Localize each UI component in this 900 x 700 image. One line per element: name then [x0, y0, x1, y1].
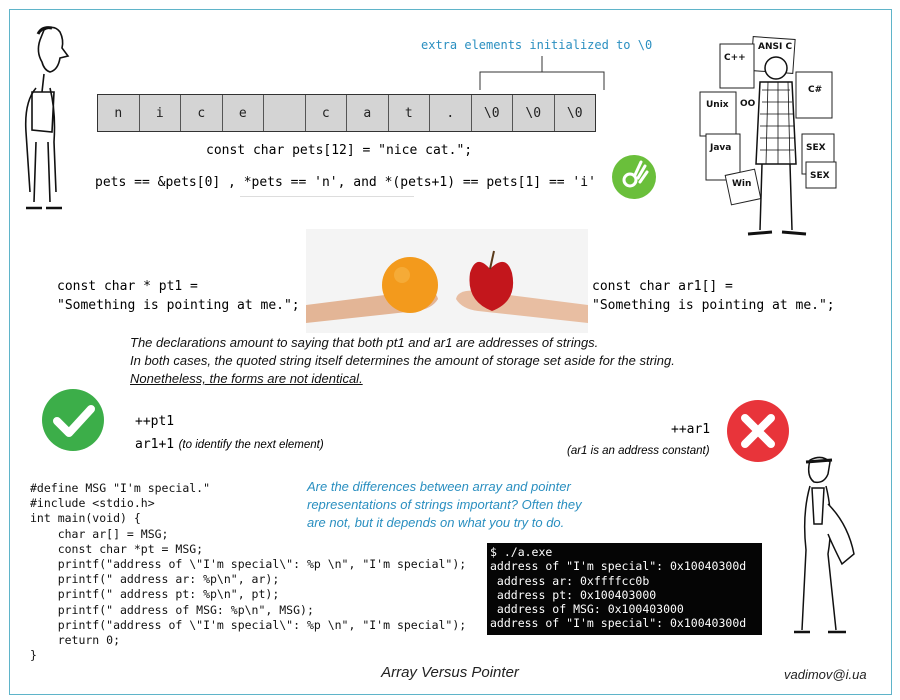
terminal-text: $ ./a.exe address of "I'm special": 0x10040300d address ar: 0xffffcc0b address pt: 0x100403000 address of MSG: 0x100403000 address of "I'm special": 0x10040300d: [490, 545, 747, 631]
extra-elements-annotation: extra elements initialized to \0: [421, 38, 653, 52]
array-cell: c: [181, 95, 223, 131]
underline-divider: [240, 196, 414, 197]
array-declaration-line1: const char ar1[] =: [592, 279, 733, 294]
valid-op-note: (to identify the next element): [178, 439, 324, 451]
tag-java: Java: [710, 143, 732, 153]
array-cell: n: [98, 95, 140, 131]
pets-declaration: const char pets[12] = "nice cat.";: [206, 143, 473, 158]
tag-sex-2: SEX: [810, 171, 830, 181]
array-cell: \0: [472, 95, 514, 131]
valid-op-increment-pointer: ++pt1: [135, 414, 175, 429]
array-cell: e: [223, 95, 265, 131]
pets-array: [97, 94, 596, 132]
c-source-code: #define MSG "I'm special." #include <stdio.h> int main(void) { char ar[] = MSG; const char *pt = MSG; printf("address of \"I'm special\": %p \n", "I'm special"); printf(" address ar: %p\n", ar); printf(" address pt: %p\n", pt); printf(" address of MSG: %p\n", MSG); printf("address of \"I'm special\": %p \n", "I'm special"); return 0; }: [30, 481, 467, 663]
question-line2: representations of strings important? Often they: [307, 497, 582, 512]
ok-hand-icon: [611, 154, 657, 200]
tag-ansi-c: ANSI C: [758, 42, 793, 52]
tag-csharp: C#: [808, 85, 823, 95]
array-cell: i: [140, 95, 182, 131]
valid-op-array-plus-one-code: ar1+1: [135, 437, 175, 452]
walking-man-illustration: [788, 454, 862, 636]
array-cell: \0: [555, 95, 596, 131]
tag-sex-1: SEX: [806, 143, 826, 153]
array-declaration-line2: "Something is pointing at me.";: [592, 298, 835, 313]
thinking-man-illustration: [14, 22, 74, 212]
array-cell: [264, 95, 306, 131]
array-cell: \0: [513, 95, 555, 131]
array-declaration: [592, 277, 835, 315]
array-cell: t: [389, 95, 431, 131]
pointer-equivalence: pets == &pets[0] , *pets == 'n', and *(pets+1) == pets[1] == 'i': [95, 175, 596, 190]
annotation-bracket: [478, 56, 608, 92]
footer-author: vadimov@i.ua: [784, 667, 867, 682]
explanation-line3: Nonetheless, the forms are not identical.: [130, 371, 363, 386]
check-icon: [38, 385, 108, 455]
tag-cpp: C++: [724, 53, 746, 63]
array-cell: a: [347, 95, 389, 131]
tag-unix: Unix: [706, 100, 729, 110]
orange-apple-photo: [306, 229, 588, 333]
array-cell: c: [306, 95, 348, 131]
question-line3: are not, but it depends on what you try to do.: [307, 515, 565, 530]
terminal-output: [487, 543, 762, 635]
pointer-declaration-line2: "Something is pointing at me.";: [57, 298, 300, 313]
invalid-op-note: (ar1 is an address constant): [567, 445, 710, 457]
footer-title: Array Versus Pointer: [381, 664, 519, 681]
tag-oo: OO: [740, 99, 756, 109]
valid-op-array-plus-one: [135, 435, 324, 453]
explanation-line1: The declarations amount to saying that both pt1 and ar1 are addresses of strings.: [130, 335, 599, 350]
tag-win: Win: [732, 179, 752, 189]
pointer-declaration-line1: const char * pt1 =: [57, 279, 198, 294]
invalid-op-increment-array: ++ar1: [671, 422, 711, 437]
question-line1: Are the differences between array and pointer: [307, 479, 571, 494]
pointer-declaration: [57, 277, 300, 315]
explanation-text: [130, 334, 675, 388]
array-cell: .: [430, 95, 472, 131]
languages-cartoon: [696, 34, 838, 244]
cross-icon: [723, 396, 793, 466]
explanation-line2: In both cases, the quoted string itself determines the amount of storage set aside for the string.: [130, 353, 675, 368]
